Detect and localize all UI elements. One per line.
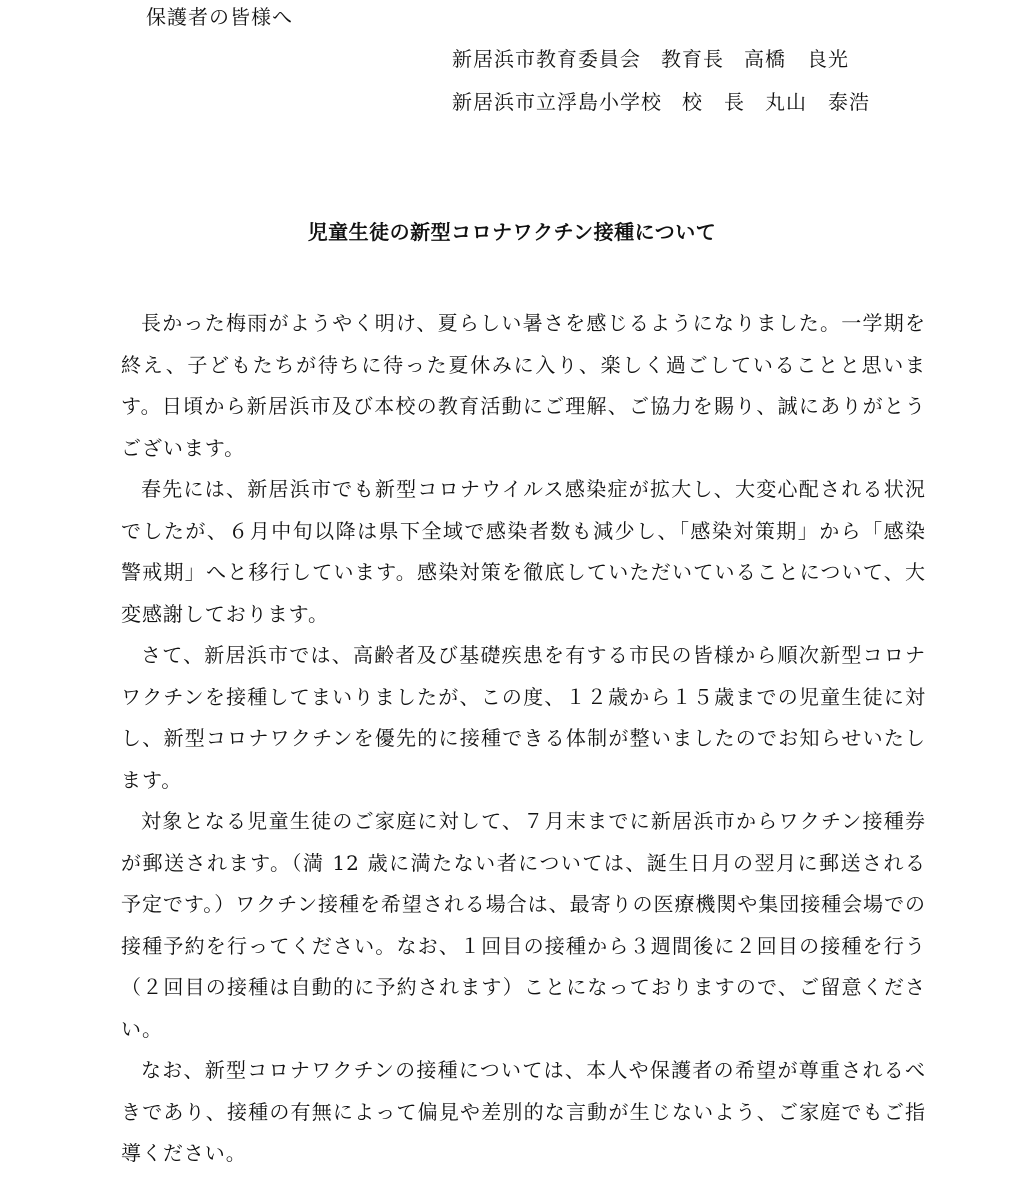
- paragraph-vaccination-announcement: さて、新居浜市では、高齢者及び基礎疾患を有する市民の皆様から順次新型コロナワクチンを接種してまいりましたが、この度、１２歳から１５歳までの児童生徒に対し、新型コロナワクチンを優先的に接種できる体制が整いましたのでお知らせいたします。: [121, 643, 926, 792]
- paragraph-infection-status: 春先には、新居浜市でも新型コロナウイルス感染症が拡大し、大変心配される状況でしたが、６月中旬以降は県下全域で感染者数も減少し、「感染対策期」から「感染警戒期」へと移行しています。感染対策を徹底していただいていることについて、大変感謝しております。: [121, 477, 926, 626]
- sender-organization: 新居浜市教育委員会: [452, 47, 641, 71]
- paragraph-vaccination-ticket: 対象となる児童生徒のご家庭に対して、７月末までに新居浜市からワクチン接種券が郵送されます。（満 12 歳に満たない者については、誕生日月の翌月に郵送される予定です。）ワクチン接種を希望される場合は、最寄りの医療機関や集団接種会場での接種予約を行ってください。なお、１回目の接種から３週間後に２回目の接種を行う（２回目の接種は自動的に予約されます）ことになっておりますので、ご留意ください。: [121, 809, 926, 1041]
- sender-role: 教育長: [661, 47, 724, 71]
- sender-name: 高橋 良光: [744, 47, 849, 71]
- sender-role: 校 長: [682, 90, 745, 114]
- sender-line-board-of-education: [452, 44, 849, 74]
- salutation: 保護者の皆様へ: [146, 5, 293, 29]
- paragraph-greeting: 長かった梅雨がようやく明け、夏らしい暑さを感じるようになりました。一学期を終え、子どもたちが待ちに待った夏休みに入り、楽しく過ごしていることと思います。日頃から新居浜市及び本校の教育活動にご理解、ご協力を賜り、誠にありがとうございます。: [121, 311, 926, 460]
- document-title: 児童生徒の新型コロナワクチン接種について: [307, 220, 717, 244]
- paragraph-respect-choice: なお、新型コロナワクチンの接種については、本人や保護者の希望が尊重されるべきであり、接種の有無によって偏見や差別的な言動が生じないよう、ご家庭でもご指導ください。: [121, 1058, 926, 1165]
- letter-body: [121, 303, 926, 1175]
- sender-line-school: [452, 87, 870, 117]
- sender-name: 丸山 泰浩: [765, 90, 870, 114]
- sender-organization: 新居浜市立浮島小学校: [452, 90, 662, 114]
